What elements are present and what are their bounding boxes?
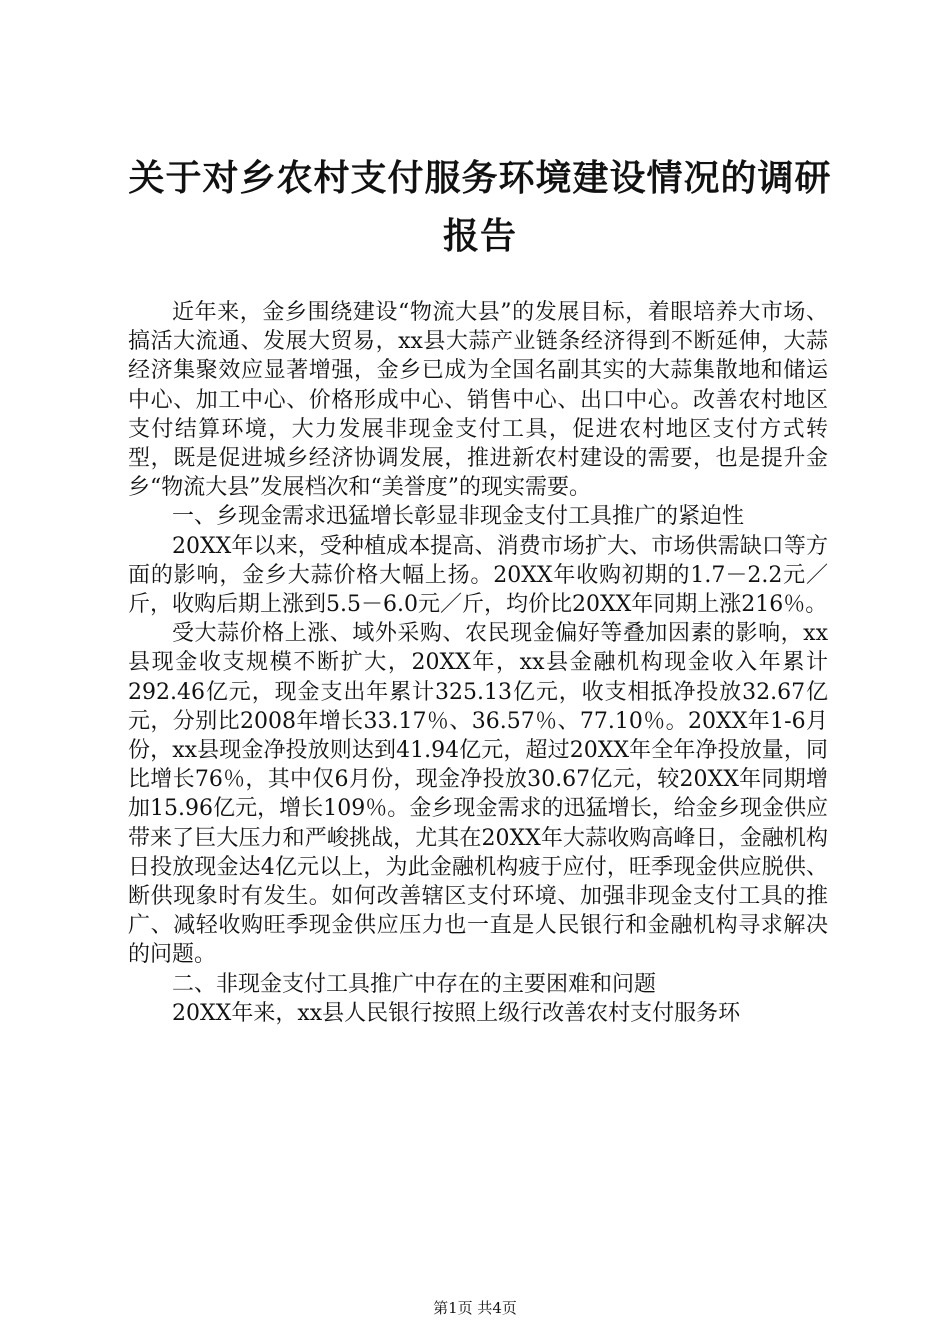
page-footer: 第1页 共4页: [433, 1299, 517, 1317]
paragraph-intro: 近年来，金乡围绕建设“物流大县”的发展目标，着眼培养大市场、搞活大流通、发展大贸易，xx县大蒜产业链条经济得到不断延伸，大蒜经济集聚效应显著增强，金乡已成为全国名副其实的大蒜集散地和储运中心、加工中心、价格形成中心、销售中心、出口中心。改善农村地区支付结算环境，大力发展非现金支付工具，促进农村地区支付方式转型，既是促进城乡经济协调发展，推进新农村建设的需要，也是提升金乡“物流大县”发展档次和“美誉度”的现实需要。: [128, 300, 828, 501]
document-body: [128, 298, 828, 1028]
paragraph-continuation: 20XX年来，xx县人民银行按照上级行改善农村支付服务环: [172, 1000, 741, 1026]
section-heading-1: 一、乡现金需求迅猛增长彰显非现金支付工具推广的紧迫性: [172, 504, 745, 530]
paragraph-price-rise: 20XX年以来，受种植成本提高、消费市场扩大、市场供需缺口等方面的影响，金乡大蒜价格大幅上扬。20XX年收购初期的1.7－2.2元／斤，收购后期上涨到5.5－6.0元／斤，均价比20XX年同期上涨216％。: [128, 533, 828, 618]
paragraph-cash-demand: 受大蒜价格上涨、域外采购、农民现金偏好等叠加因素的影响，xx县现金收支规模不断扩大，20XX年，xx县金融机构现金收入年累计292.46亿元，现金支出年累计325.13亿元，收支相抵净投放32.67亿元，分别比2008年增长33.17％、36.57％、77.10％。20XX年1-6月份，xx县现金净投放则达到41.94亿元，超过20XX年全年净投放量，同比增长76％，其中仅6月份，现金净投放30.67亿元，较20XX年同期增加15.96亿元，增长109％。金乡现金需求的迅猛增长，给金乡现金供应带来了巨大压力和严峻挑战，尤其在20XX年大蒜收购高峰日，金融机构日投放现金达4亿元以上，为此金融机构疲于应付，旺季现金供应脱供、断供现象时有发生。如何改善辖区支付环境、加强非现金支付工具的推广、减轻收购旺季现金供应压力也一直是人民银行和金融机构寻求解决的问题。: [128, 621, 828, 968]
document-title: 关于对乡农村支付服务环境建设情况的调研报告: [128, 158, 832, 257]
section-heading-2: 二、非现金支付工具推广中存在的主要困难和问题: [172, 971, 657, 997]
